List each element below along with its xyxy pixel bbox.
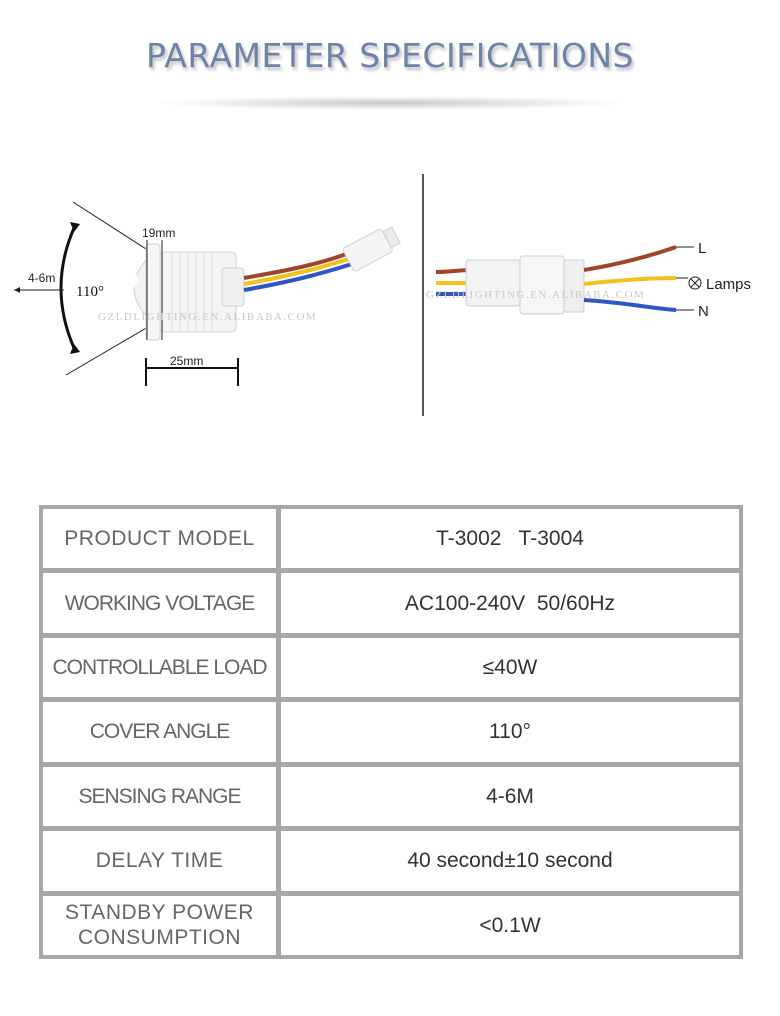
label-delay-time: DELAY TIME bbox=[43, 831, 276, 890]
angle-arc bbox=[61, 228, 74, 348]
connector-plug bbox=[520, 256, 564, 314]
length-dimension-label: 25mm bbox=[170, 354, 204, 368]
spec-table bbox=[39, 505, 743, 959]
label-working-voltage: WORKING VOLTAGE bbox=[43, 573, 276, 632]
wire-blue-n bbox=[584, 300, 676, 310]
value-standby-power: <0.1W bbox=[281, 896, 739, 955]
value-working-voltage: AC100-240V 50/60Hz bbox=[281, 573, 739, 632]
title-underline-shadow bbox=[150, 96, 630, 110]
page-title: PARAMETER SPECIFICATIONS bbox=[145, 36, 635, 75]
wire-l-label: L bbox=[698, 240, 707, 257]
range-label: 4-6m bbox=[28, 271, 56, 285]
label-sensing-range: SENSING RANGE bbox=[43, 767, 276, 826]
lens-highlight bbox=[126, 272, 138, 288]
label-standby-power: STANDBY POWER CONSUMPTION bbox=[43, 896, 276, 955]
wire-n-label: N bbox=[698, 303, 709, 320]
width-dimension-label: 19mm bbox=[142, 226, 176, 240]
watermark-right: GZLDLIGHTING.EN.ALIBABA.COM bbox=[426, 289, 646, 301]
label-controllable-load: CONTROLLABLE LOAD bbox=[43, 638, 276, 697]
watermark-left: GZLDLIGHTING.EN.ALIBABA.COM bbox=[98, 311, 318, 323]
sensor-dimension-drawing bbox=[14, 202, 402, 386]
wire-lamps-label: Lamps bbox=[706, 276, 752, 293]
wire-brown-l bbox=[584, 247, 676, 270]
value-product-model: T-3002 T-3004 bbox=[281, 509, 739, 568]
wire-brown-stub bbox=[436, 270, 470, 272]
label-cover-angle: COVER ANGLE bbox=[43, 702, 276, 761]
value-controllable-load: ≤40W bbox=[281, 638, 739, 697]
label-product-model: PRODUCT MODEL bbox=[43, 509, 276, 568]
wire-yellow-lamp bbox=[584, 278, 676, 284]
value-cover-angle: 110° bbox=[281, 702, 739, 761]
angle-label: 110° bbox=[76, 284, 104, 300]
wiring-diagram bbox=[426, 240, 751, 320]
sensor-flange bbox=[146, 244, 160, 340]
product-diagram bbox=[0, 160, 780, 430]
connector-plug-left bbox=[342, 224, 402, 272]
sensor-back-cap bbox=[222, 268, 244, 306]
value-sensing-range: 4-6M bbox=[281, 767, 739, 826]
range-arrow bbox=[14, 287, 20, 293]
connector-plug-end bbox=[564, 260, 584, 312]
value-delay-time: 40 second±10 second bbox=[281, 831, 739, 890]
